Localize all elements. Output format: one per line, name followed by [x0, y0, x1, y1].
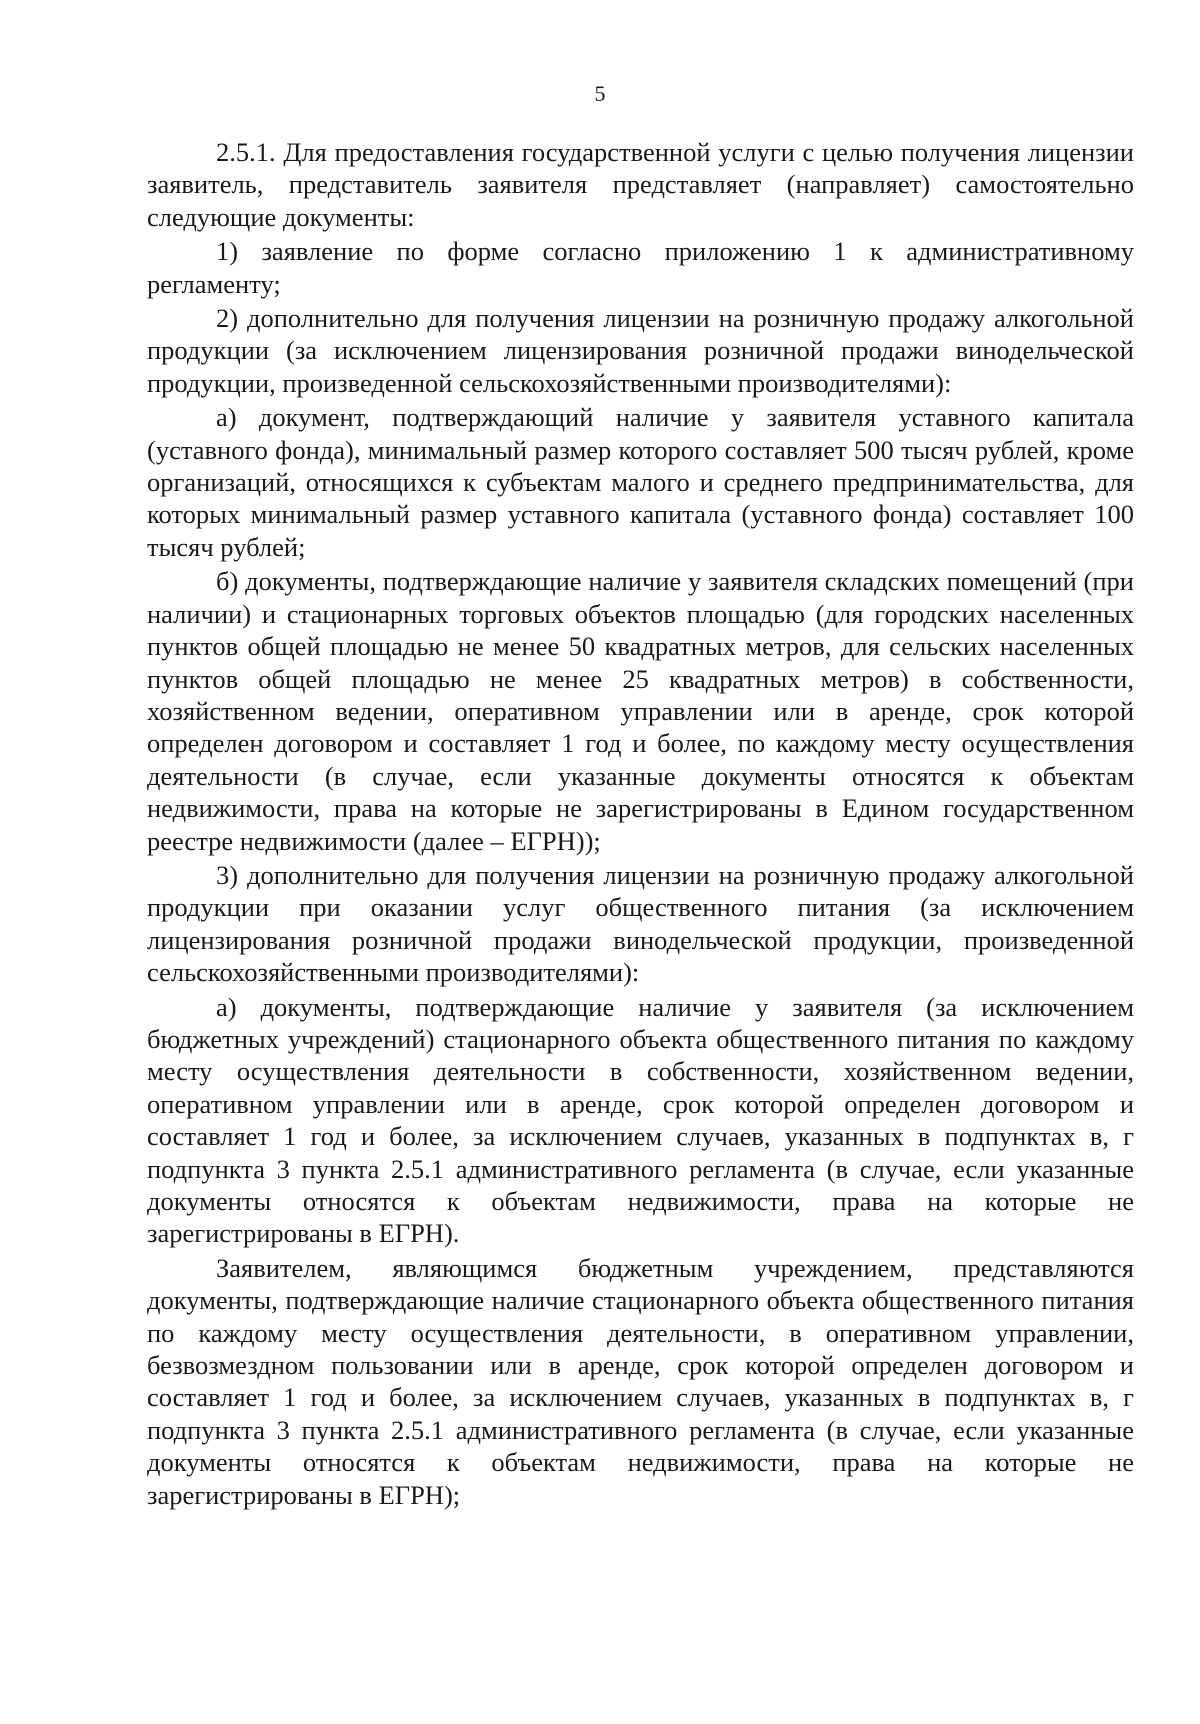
paragraph-item-2a: а) документ, подтверждающий наличие у заявителя уставного капитала (уставного фонда), минимальный размер которого составляет 500 тысяч рублей, кроме организаций, относящихся к субъектам малого и среднего предпринимательства, для которых минимальный размер уставного капитала (уставного фонда) составляет 100 тысяч рублей; — [147, 402, 1134, 562]
paragraph-budget-institution: Заявителем, являющимся бюджетным учреждением, представляются документы, подтверждающие наличие стационарного объекта общественного питания по каждому месту осуществления деятельности, в оперативном управлении, безвозмездном пользовании или в аренде, срок которой определен договором и составляет 1 год и более, за исключением случаев, указанных в подпунктах в, г подпункта 3 пункта 2.5.1 административного регламента (в случае, если указанные документы относятся к объектам недвижимости, права на которые не зарегистрированы в ЕГРН); — [147, 1252, 1134, 1510]
paragraph-item-2: 2) дополнительно для получения лицензии на розничную продажу алкогольной продукции (за исключением лицензирования розничной продажи винодельческой продукции, произведенной сельскохозяйственными производителями): — [147, 303, 1134, 398]
paragraph-item-2b: б) документы, подтверждающие наличие у заявителя складских помещений (при наличии) и стационарных торговых объектов площадью (для городских населенных пунктов общей площадью не менее 50 квадратных метров, для сельских населенных пунктов общей площадью не менее 25 квадратных метров) в собственности, хозяйственном ведении, оперативном управлении или в аренде, срок которой определен договором и составляет 1 год и более, по каждому месту осуществления деятельности (в случае, если указанные документы относятся к объектам недвижимости, права на которые не зарегистрированы в Едином государственном реестре недвижимости (далее – ЕГРН)); — [147, 566, 1134, 856]
paragraph-2-5-1: 2.5.1. Для предоставления государственной услуги с целью получения лицензии заявитель, представитель заявителя представляет (направляет) самостоятельно следующие документы: — [147, 137, 1134, 232]
document-body — [147, 136, 1134, 1511]
paragraph-item-1: 1) заявление по форме согласно приложению 1 к административному регламенту; — [147, 236, 1134, 299]
page-number: 5 — [594, 81, 606, 106]
paragraph-item-3: 3) дополнительно для получения лицензии на розничную продажу алкогольной продукции при оказании услуг общественного питания (за исключением лицензирования розничной продажи винодельческой продукции, произведенной сельскохозяйственными производителями): — [147, 859, 1134, 988]
paragraph-item-3a: а) документы, подтверждающие наличие у заявителя (за исключением бюджетных учреждений) стационарного объекта общественного питания по каждому месту осуществления деятельности в собственности, хозяйственном ведении, оперативном управлении или в аренде, срок которой определен договором и составляет 1 год и более, за исключением случаев, указанных в подпунктах в, г подпункта 3 пункта 2.5.1 административного регламента (в случае, если указанные документы относятся к объектам недвижимости, права на которые не зарегистрированы в ЕГРН). — [147, 991, 1134, 1249]
